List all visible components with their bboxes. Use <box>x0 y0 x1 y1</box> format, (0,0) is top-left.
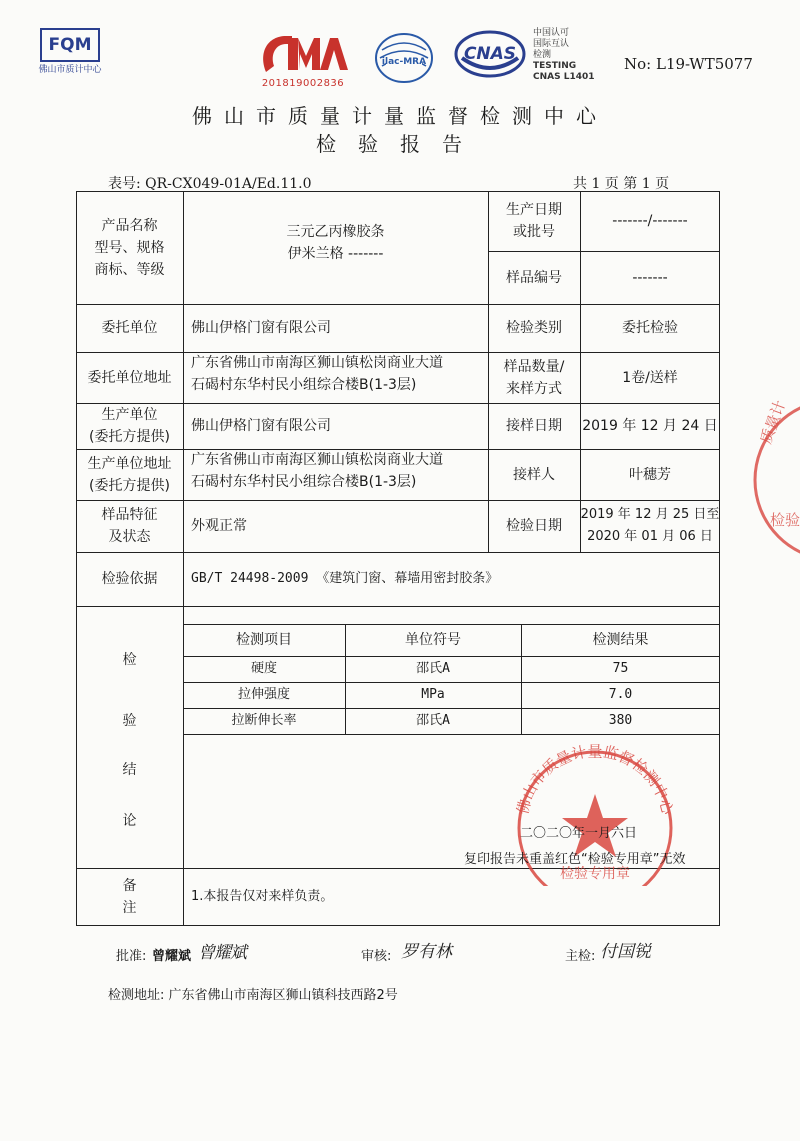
doc-title: 检验报告 <box>316 132 484 156</box>
test-address: 检测地址: 广东省佛山市南海区狮山镇科技西路2号 <box>108 988 398 1003</box>
svg-text:ilac-MRA: ilac-MRA <box>381 57 427 67</box>
fqm-subtitle: 佛山市质计中心 <box>38 65 102 75</box>
svg-text:检验: 检验 <box>770 511 800 529</box>
fqm-logo: FQM <box>40 28 100 62</box>
conclusion-label: 检 验 结 论 <box>122 652 137 829</box>
basis-label: 检验依据 <box>101 571 158 587</box>
prod-date-label: 生产日期 或批号 <box>506 202 562 240</box>
results-header-unit: 单位符号 <box>405 632 461 648</box>
table-cell: 380 <box>608 713 633 728</box>
remark-value: 1.本报告仅对来样负责。 <box>191 889 334 904</box>
report-number: No: L19-WT5077 <box>624 55 753 73</box>
table-cell: 7.0 <box>608 687 633 702</box>
test-type-label: 检验类别 <box>506 320 562 336</box>
producer-label: 生产单位 (委托方提供) <box>89 407 170 445</box>
table-cell: MPa <box>421 687 445 702</box>
table-row: 拉伸强度 <box>237 687 290 702</box>
sample-feature-label: 样品特征 及状态 <box>101 507 158 545</box>
receiver-value: 叶穗芳 <box>629 466 671 483</box>
producer-address-label: 生产单位地址 (委托方提供) <box>87 455 172 494</box>
receive-date-label: 接样日期 <box>506 418 562 434</box>
sample-no-value: ------- <box>632 269 668 286</box>
org-title: 佛山市质量计量监督检测中心 <box>192 104 608 128</box>
form-number: 表号: QR-CX049-01A/Ed.11.0 <box>108 176 312 192</box>
cma-logo-icon <box>258 30 350 76</box>
product-label: 产品名称 型号、规格 商标、等级 <box>94 217 165 278</box>
sample-no-label: 样品编号 <box>506 269 562 286</box>
svg-text:质量计: 质量计 <box>756 397 790 447</box>
chief-signature: 付国锐 <box>600 942 651 962</box>
receiver-label: 接样人 <box>513 466 555 483</box>
client-label: 委托单位 <box>101 320 158 336</box>
results-header-item: 检测项目 <box>236 632 292 648</box>
table-row: 拉断伸长率 <box>231 713 297 728</box>
test-date-value: 2019 年 12 月 25 日至 2020 年 01 月 06 日 <box>580 507 720 544</box>
results-header-result: 检测结果 <box>592 632 649 648</box>
sample-feature-value: 外观正常 <box>191 518 247 534</box>
remark-label: 备 注 <box>122 878 137 916</box>
approve-label: 批准: <box>116 949 147 964</box>
approver-signature: 曾耀斌 <box>198 943 246 963</box>
sample-qty-value: 1卷/送样 <box>622 369 678 386</box>
page-count: 共 1 页 第 1 页 <box>573 176 670 192</box>
client-address-value: 广东省佛山市南海区狮山镇松岗商业大道 石碣村东华村民小组综合楼B(1-3层) <box>191 355 443 393</box>
chief-label: 主检: <box>565 949 596 964</box>
results-table <box>183 624 720 735</box>
receive-date-value: 2019 年 12 月 24 日 <box>582 418 718 434</box>
sample-qty-label: 样品数量/ 来样方式 <box>503 358 565 397</box>
client-value: 佛山伊格门窗有限公司 <box>191 320 331 336</box>
table-cell: 邵氏A <box>416 713 450 728</box>
prod-date-value: -------/------- <box>612 213 688 229</box>
cnas-logo-icon <box>452 28 528 80</box>
cma-number: 201819002836 <box>261 78 345 89</box>
client-address-label: 委托单位地址 <box>87 369 172 386</box>
copy-note: 复印报告未重盖红色“检验专用章”无效 <box>464 852 686 867</box>
reviewer-signature: 罗有林 <box>401 942 452 962</box>
test-date-label: 检验日期 <box>506 518 562 534</box>
test-type-value: 委托检验 <box>622 320 678 336</box>
producer-value: 佛山伊格门窗有限公司 <box>191 418 331 434</box>
table-cell: 邵氏A <box>416 661 450 676</box>
product-value: 三元乙丙橡胶条 伊米兰格 ------- <box>286 224 385 262</box>
issue-date: 二〇二〇年一月六日 <box>520 826 638 841</box>
basis-value: GB/T 24498-2009 《建筑门窗、幕墙用密封胶条》 <box>191 571 499 586</box>
cnas-accreditation-text: 中国认可 国际互认 检测 TESTING CNAS L1401 <box>533 28 595 82</box>
producer-address-value: 广东省佛山市南海区狮山镇松岗商业大道 石碣村东华村民小组综合楼B(1-3层) <box>191 452 443 490</box>
approver-name: 曾耀斌 <box>152 949 192 964</box>
svg-text:CNAS: CNAS <box>463 44 517 64</box>
partial-seal-icon <box>740 395 800 565</box>
table-row: 硬度 <box>250 661 277 676</box>
table-cell: 75 <box>612 661 629 676</box>
svg-text:佛山市质量计量监督检测中心: 佛山市质量计量监督检测中心 <box>513 742 677 817</box>
review-label: 审核: <box>361 949 392 964</box>
svg-text:检验专用章: 检验专用章 <box>560 866 630 882</box>
ilac-mra-logo-icon <box>372 30 436 86</box>
